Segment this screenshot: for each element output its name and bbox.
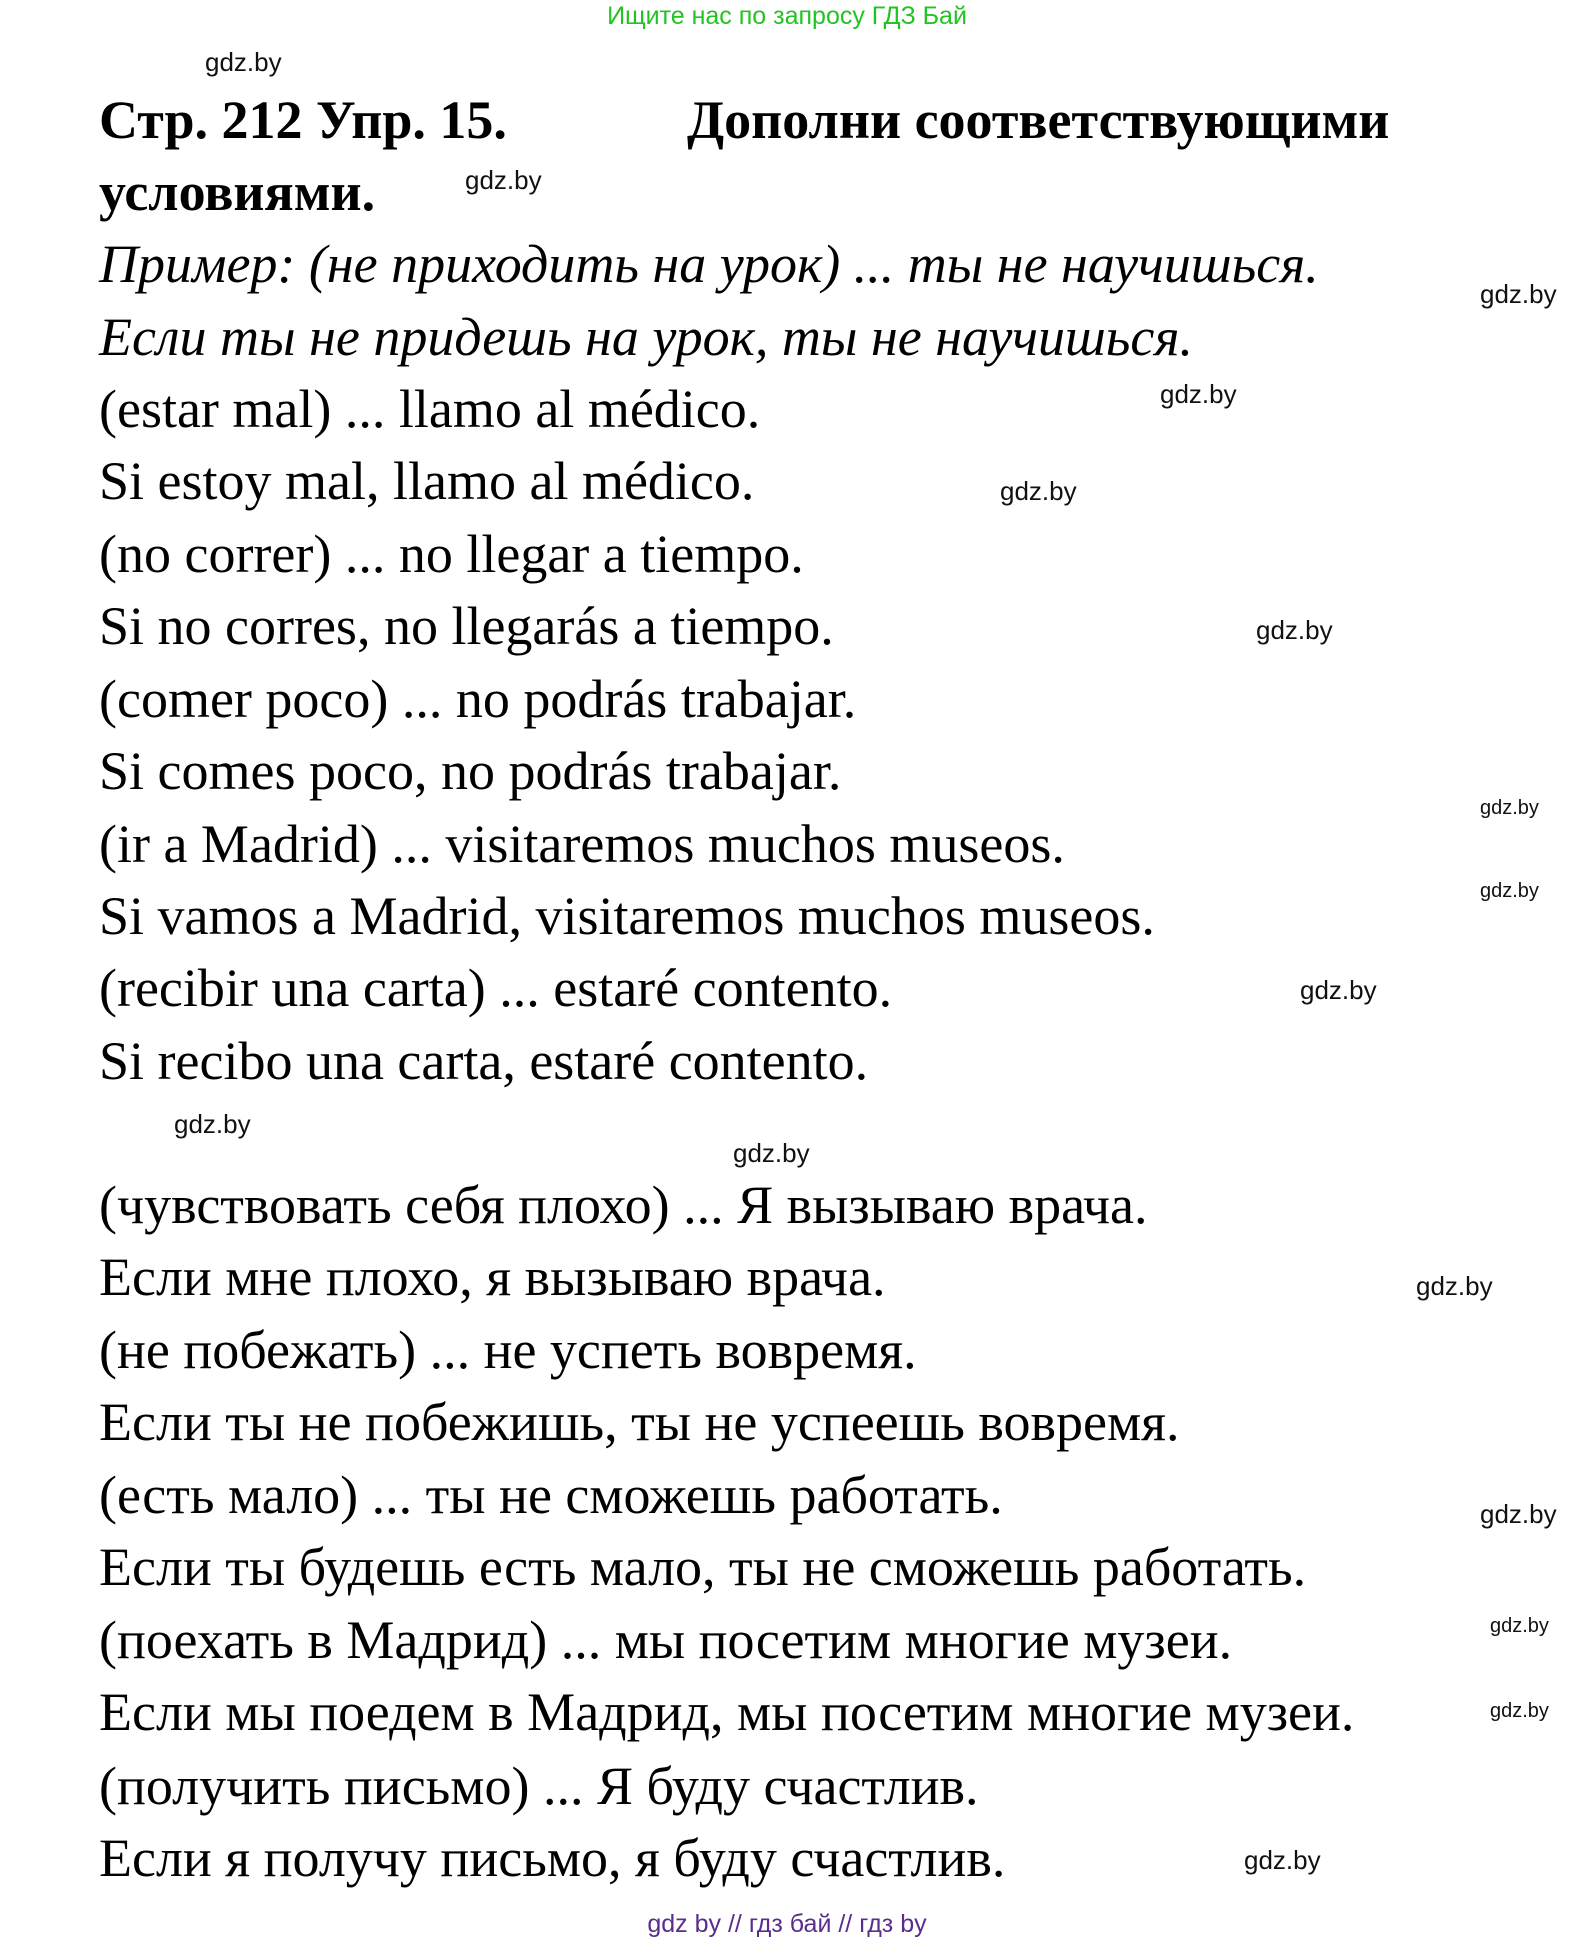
watermark: gdz.by — [465, 165, 542, 195]
search-banner: Ищите нас по запросу ГДЗ Бай — [607, 2, 967, 30]
watermark: gdz.by — [1244, 1845, 1321, 1875]
spanish-line: (no correr) ... no llegar a tiempo. — [99, 524, 804, 584]
spanish-line: (ir a Madrid) ... visitaremos muchos museos. — [99, 814, 1065, 874]
exercise-reference: Стр. 212 Упр. 15. — [99, 90, 507, 150]
russian-line: (не побежать) ... не успеть вовремя. — [99, 1320, 917, 1380]
footer-links: gdz by // гдз бай // гдз by — [647, 1910, 927, 1938]
russian-line: Если ты не побежишь, ты не успеешь вовремя. — [99, 1392, 1180, 1452]
task-title-line2: условиями. — [99, 162, 376, 222]
spanish-line: Si comes poco, no podrás trabajar. — [99, 741, 842, 801]
russian-line: Если ты будешь есть мало, ты не сможешь работать. — [99, 1537, 1307, 1597]
watermark: gdz.by — [205, 47, 282, 77]
watermark: gdz.by — [1300, 975, 1377, 1005]
russian-line: (чувствовать себя плохо) ... Я вызываю врача. — [99, 1175, 1148, 1235]
spanish-line: (recibir una carta) ... estaré contento. — [99, 958, 893, 1018]
spanish-line: (estar mal) ... llamo al médico. — [99, 379, 761, 439]
watermark: gdz.by — [1480, 880, 1539, 902]
watermark: gdz.by — [1490, 1615, 1549, 1637]
spanish-line: (comer poco) ... no podrás trabajar. — [99, 669, 857, 729]
watermark: gdz.by — [1490, 1700, 1549, 1722]
watermark: gdz.by — [1000, 476, 1077, 506]
watermark: gdz.by — [1256, 615, 1333, 645]
russian-line: Если мы поедем в Мадрид, мы посетим многие музеи. — [99, 1682, 1355, 1742]
spanish-line: Si vamos a Madrid, visitaremos muchos museos. — [99, 886, 1155, 946]
russian-line: (есть мало) ... ты не сможешь работать. — [99, 1465, 1003, 1525]
spanish-line: Si recibo una carta, estaré contento. — [99, 1031, 869, 1091]
watermark: gdz.by — [174, 1109, 251, 1139]
task-title-line1: Дополни соответствующими — [687, 90, 1390, 150]
watermark: gdz.by — [1480, 797, 1539, 819]
russian-line: (поехать в Мадрид) ... мы посетим многие музеи. — [99, 1610, 1233, 1670]
watermark: gdz.by — [1480, 279, 1557, 309]
watermark: gdz.by — [1160, 379, 1237, 409]
example-answer: Если ты не придешь на урок, ты не научишься. — [99, 307, 1193, 367]
russian-line: (получить письмо) ... Я буду счастлив. — [99, 1756, 979, 1816]
watermark: gdz.by — [1416, 1271, 1493, 1301]
example-prompt: Пример: (не приходить на урок) ... ты не научишься. — [99, 234, 1319, 294]
watermark: gdz.by — [1480, 1499, 1557, 1529]
russian-line: Если я получу письмо, я буду счастлив. — [99, 1828, 1006, 1888]
russian-line: Если мне плохо, я вызываю врача. — [99, 1247, 886, 1307]
spanish-line: Si no corres, no llegarás a tiempo. — [99, 596, 834, 656]
spanish-line: Si estoy mal, llamo al médico. — [99, 451, 755, 511]
watermark: gdz.by — [733, 1138, 810, 1168]
